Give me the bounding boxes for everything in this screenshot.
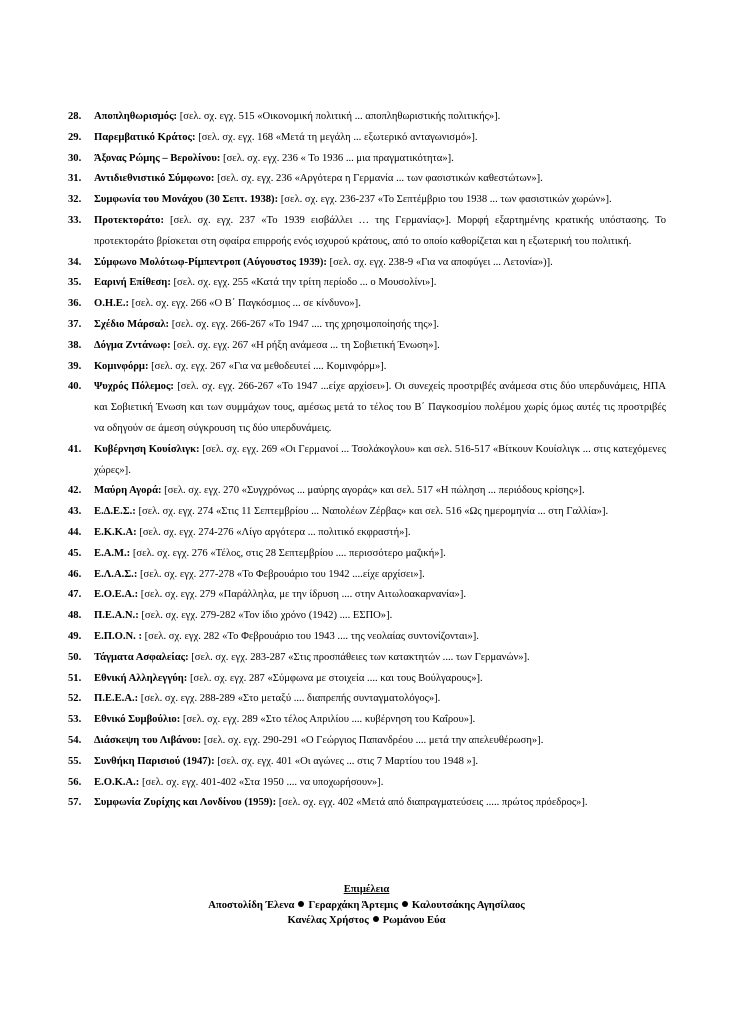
credit-name: Γεραρχάκη Άρτεμις — [308, 899, 398, 911]
entry-term: Σχέδιο Μάρσαλ: — [94, 318, 170, 330]
entry-reference: [σελ. σχ. εγχ. 402 «Μετά από διαπραγματεύσεις ..... πρώτος πρόεδρος»]. — [276, 797, 588, 809]
entry-reference: [σελ. σχ. εγχ. 276 «Τέλος, στις 28 Σεπτεμβρίου .... περισσότερο μαζική»]. — [130, 547, 446, 559]
entry-reference: [σελ. σχ. εγχ. 282 «Το Φεβρουάριο του 1943 .... της νεολαίας συντονίζονται»]. — [141, 630, 479, 642]
entry-reference: [σελ. σχ. εγχ. 236 «Αργότερα η Γερμανία ... των φασιστικών καθεστώτων»]. — [214, 173, 543, 185]
entry-term: Π.Ε.Ε.Α.: — [94, 693, 139, 705]
bullet-icon — [298, 901, 304, 907]
entry-term: Ε.Λ.Α.Σ.: — [94, 568, 138, 580]
entry-number: 41. — [68, 443, 82, 455]
entry-reference: [σελ. σχ. εγχ. 288-289 «Στο μεταξύ .... διαπρεπής συνταγματολόγος»]. — [138, 693, 441, 705]
credits-line-2 — [0, 913, 733, 929]
glossary-entry — [68, 773, 666, 794]
entry-term: Τάγματα Ασφαλείας: — [94, 651, 189, 663]
glossary-entry — [68, 585, 666, 606]
entry-number: 36. — [68, 298, 82, 310]
credit-name: Αποστολίδη Έλενα — [208, 899, 295, 911]
entry-reference: [σελ. σχ. εγχ. 168 «Μετά τη μεγάλη ... εξωτερικό ανταγωνισμό»]. — [195, 131, 478, 143]
glossary-entry — [68, 752, 666, 773]
entry-number: 29. — [68, 131, 82, 143]
glossary-entry — [68, 107, 666, 128]
glossary-entry — [68, 544, 666, 565]
glossary-entry — [68, 315, 666, 336]
glossary-entry — [68, 128, 666, 149]
glossary-entry — [68, 377, 666, 439]
entry-number: 30. — [68, 152, 82, 164]
entry-term: Προτεκτοράτο: — [94, 214, 164, 226]
glossary-entry — [68, 502, 666, 523]
entry-number: 49. — [68, 630, 82, 642]
entry-number: 37. — [68, 318, 82, 330]
entry-number: 47. — [68, 589, 82, 601]
entry-reference: [σελ. σχ. εγχ. 270 «Συγχρόνως ... μαύρης αγοράς» και σελ. 517 «Η πώληση ... περιόδους κρίσης»]. — [161, 485, 585, 497]
entry-reference: [σελ. σχ. εγχ. 279-282 «Τον ίδιο χρόνο (1942) .... ΕΣΠΟ»]. — [138, 610, 393, 622]
entry-term: Αντιδιεθνιστικό Σύμφωνο: — [94, 173, 215, 185]
entry-term: Ε.Α.Μ.: — [94, 547, 131, 559]
entry-reference: [σελ. σχ. εγχ. 266-267 «Το 1947 ...είχε αρχίσει»]. Οι συνεχείς προστριβές ανάμεσα στις δύο υπερδυνάμεις, ΗΠΑ και Σοβιετική Ένωση και των συμμάχων τους, αμέσως μετά το τέλος του Β΄ Παγκοσμίου πολέμου χωρίς όμως αυτές τις προστριβές να οδηγούν σε άμεση σύγκρουση τις δύο υπερδυνάμεις. — [94, 381, 666, 434]
entry-reference: [σελ. σχ. εγχ. 401 «Οι αγώνες ... στις 7 Μαρτίου του 1948 »]. — [214, 755, 479, 767]
entry-number: 55. — [68, 755, 82, 767]
entry-term: Εθνική Αλληλεγγύη: — [94, 672, 188, 684]
entry-reference: [σελ. σχ. εγχ. 238-9 «Για να αποφύγει ... Λετονία»)]. — [326, 256, 553, 268]
entry-number: 56. — [68, 776, 82, 788]
entry-number: 35. — [68, 277, 82, 289]
entry-number: 51. — [68, 672, 82, 684]
entry-reference: [σελ. σχ. εγχ. 236 « Το 1936 ... μια πραγματικότητα»]. — [220, 152, 454, 164]
glossary-entry — [68, 211, 666, 253]
entry-reference: [σελ. σχ. εγχ. 289 «Στο τέλος Απριλίου .... κυβέρνηση του Καΐρου»]. — [180, 714, 476, 726]
entry-term: Συμφωνία Ζυρίχης και Λονδίνου (1959): — [94, 797, 277, 809]
entry-number: 31. — [68, 173, 82, 185]
glossary-entry — [68, 481, 666, 502]
entry-term: Δόγμα Ζντάνωφ: — [94, 339, 171, 351]
glossary-entry — [68, 440, 666, 482]
glossary-entry — [68, 565, 666, 586]
entry-number: 33. — [68, 214, 82, 226]
entry-term: Κυβέρνηση Κουίσλιγκ: — [94, 443, 200, 455]
entry-term: Εαρινή Επίθεση: — [94, 277, 171, 289]
entry-reference: [σελ. σχ. εγχ. 274-276 «Λίγο αργότερα ... πολιτικό εκφραστή»]. — [136, 526, 411, 538]
entry-reference: [σελ. σχ. εγχ. 290-291 «Ο Γεώργιος Παπανδρέου .... μετά την απελευθέρωση»]. — [201, 734, 544, 746]
entry-term: Παρεμβατικό Κράτος: — [94, 131, 196, 143]
entry-term: Μαύρη Αγορά: — [94, 485, 162, 497]
glossary-entry — [68, 357, 666, 378]
entry-term: Εθνικό Συμβούλιο: — [94, 714, 181, 726]
entry-term: Π.Ε.Α.Ν.: — [94, 610, 139, 622]
entry-number: 57. — [68, 797, 82, 809]
glossary-list — [68, 107, 666, 814]
entry-number: 52. — [68, 693, 82, 705]
entry-term: Ε.Κ.Κ.Α: — [94, 526, 137, 538]
glossary-entry — [68, 253, 666, 274]
entry-term: Συμφωνία του Μονάχου (30 Σεπτ. 1938): — [94, 194, 279, 206]
entry-reference: [σελ. σχ. εγχ. 277-278 «Το Φεβρουάριο του 1942 ....είχε αρχίσει»]. — [137, 568, 425, 580]
entry-number: 44. — [68, 526, 82, 538]
entry-reference: [σελ. σχ. εγχ. 269 «Οι Γερμανοί ... Τσολάκογλου» και σελ. 516-517 «Βίτκουν Κουίσλιγκ ... στις κατεχόμενες χώρες»]. — [94, 443, 666, 476]
entry-number: 38. — [68, 339, 82, 351]
entry-term: Κομινφόρμ: — [94, 360, 149, 372]
glossary-entry — [68, 336, 666, 357]
entry-term: Ψυχρός Πόλεμος: — [94, 381, 174, 393]
entry-reference: [σελ. σχ. εγχ. 267 «Για να μεθοδευτεί .... Κομινφόρμ»]. — [148, 360, 387, 372]
entry-reference: [σελ. σχ. εγχ. 267 «Η ρήξη ανάμεσα ... τη Σοβιετική Ένωση»]. — [170, 339, 440, 351]
bullet-icon — [373, 916, 379, 922]
glossary-entry — [68, 606, 666, 627]
entry-number: 28. — [68, 111, 82, 122]
entry-number: 34. — [68, 256, 82, 268]
glossary-entry — [68, 689, 666, 710]
entry-number: 42. — [68, 485, 82, 497]
entry-number: 43. — [68, 506, 82, 518]
entry-number: 40. — [68, 381, 82, 393]
entry-number: 54. — [68, 734, 82, 746]
entry-term: Σύμφωνο Μολότωφ-Ρίμπεντροπ (Αύγουστος 1939): — [94, 256, 327, 268]
bullet-icon — [402, 901, 408, 907]
glossary-entry — [68, 627, 666, 648]
entry-reference: [σελ. σχ. εγχ. 266 «Ο Β΄ Παγκόσμιος ... σε κίνδυνο»]. — [129, 298, 361, 310]
credits-footer — [0, 882, 733, 929]
entry-term: Ο.Η.Ε.: — [94, 298, 130, 310]
entry-term: Συνθήκη Παρισιού (1947): — [94, 755, 215, 767]
entry-reference: [σελ. σχ. εγχ. 266-267 «Το 1947 .... της χρησιμοποίησής της»]. — [169, 318, 439, 330]
credit-name: Καλουτσάκης Αγησίλαος — [411, 899, 525, 911]
entry-reference: [σελ. σχ. εγχ. 274 «Στις 11 Σεπτεμβρίου ... Ναπολέων Ζέρβας» και σελ. 516 «Ως ημερομηνία ... στη Γαλλία»]. — [135, 506, 609, 518]
entry-term: Ε.Δ.Ε.Σ.: — [94, 506, 136, 518]
entry-reference: [σελ. σχ. εγχ. 401-402 «Στα 1950 .... να υποχωρήσουν»]. — [139, 776, 384, 788]
entry-reference: [σελ. σχ. εγχ. 255 «Κατά την τρίτη περίοδο ... ο Μουσολίνι»]. — [170, 277, 437, 289]
entry-number: 32. — [68, 194, 82, 206]
glossary-entry — [68, 793, 666, 814]
glossary-entry — [68, 648, 666, 669]
entry-number: 50. — [68, 651, 82, 663]
glossary-entry — [68, 294, 666, 315]
entry-number: 48. — [68, 610, 82, 622]
glossary-entry — [68, 273, 666, 294]
entry-number: 53. — [68, 714, 82, 726]
entry-reference: [σελ. σχ. εγχ. 237 «Το 1939 εισβάλλει … της Γερμανίας»]. Μορφή εξαρτημένης κρατικής υπόστασης. Το προτεκτοράτο βρίσκεται στη σφαίρα επιρροής ενός ισχυρού κράτους, από το οποίο καθορίζεται και η εξωτερική του πολιτική. — [94, 214, 666, 247]
entry-reference: [σελ. σχ. εγχ. 279 «Παράλληλα, με την ίδρυση .... στην Αιτωλοακαρνανία»]. — [138, 589, 467, 601]
entry-term: Ε.Π.Ο.Ν. : — [94, 630, 142, 642]
glossary-entry — [68, 169, 666, 190]
entry-reference: [σελ. σχ. εγχ. 287 «Σύμφωνα με στοιχεία .... και τους Βούλγαρους»]. — [187, 672, 483, 684]
glossary-entry — [68, 669, 666, 690]
credit-name: Ρωμάνου Εύα — [382, 915, 446, 926]
entry-reference: [σελ. σχ. εγχ. 236-237 «Το Σεπτέμβριο του 1938 ... των φασιστικών χωρών»]. — [278, 194, 612, 206]
credits-title: Επιμέλεια — [343, 884, 390, 895]
entry-term: Άξονας Ρώμης – Βερολίνου: — [94, 152, 221, 164]
glossary-entry — [68, 190, 666, 211]
entry-term: Ε.Ο.Ε.Α.: — [94, 589, 139, 601]
glossary-entry — [68, 149, 666, 170]
entry-reference: [σελ. σχ. εγχ. 515 «Οικονομική πολιτική ... αποπληθωριστικής πολιτικής»]. — [177, 111, 501, 122]
entry-number: 45. — [68, 547, 82, 559]
entry-number: 39. — [68, 360, 82, 372]
entry-term: Ε.Ο.Κ.Α.: — [94, 776, 140, 788]
entry-term: Αποπληθωρισμός: — [94, 111, 178, 122]
entry-term: Διάσκεψη του Λιβάνου: — [94, 734, 202, 746]
credit-name: Κανέλας Χρήστος — [287, 915, 369, 926]
glossary-entry — [68, 523, 666, 544]
glossary-entry — [68, 731, 666, 752]
entry-number: 46. — [68, 568, 82, 580]
credits-line-1 — [0, 898, 733, 914]
glossary-entry — [68, 710, 666, 731]
entry-reference: [σελ. σχ. εγχ. 283-287 «Στις προσπάθειες των κατακτητών .... των Γερμανών»]. — [188, 651, 530, 663]
